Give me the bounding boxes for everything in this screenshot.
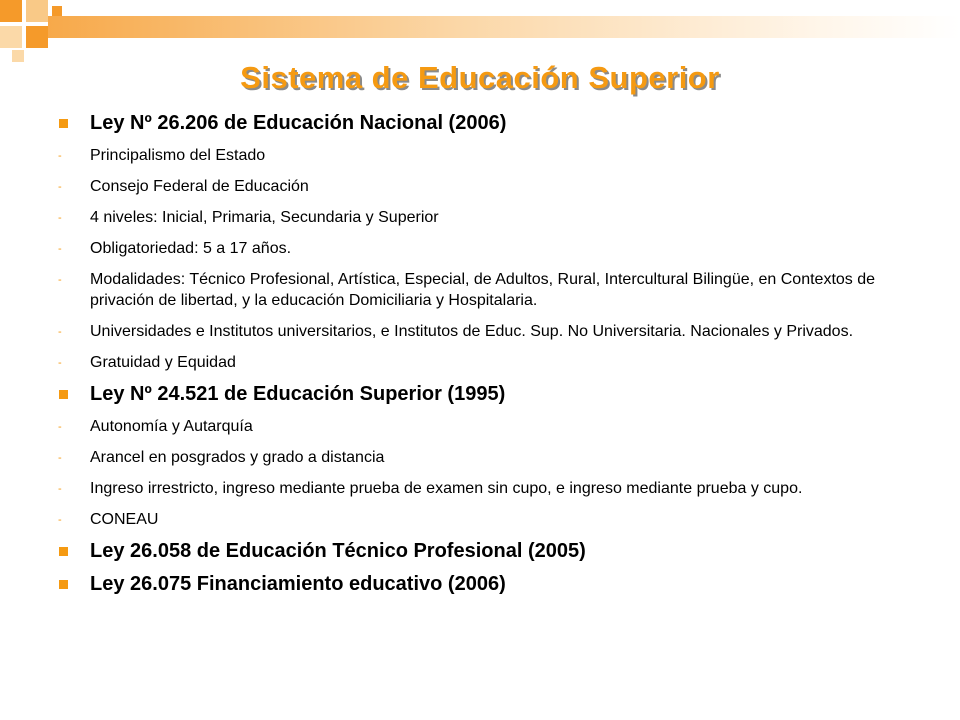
bullet-text: Ley 26.058 de Educación Técnico Profesional (2005) <box>90 540 586 562</box>
main-bullet-item <box>58 573 918 596</box>
sub-bullet-item <box>58 352 918 373</box>
dash-bullet-icon: - <box>58 452 62 464</box>
dash-bullet-icon: - <box>58 514 62 526</box>
dash-bullet-icon: - <box>58 421 62 433</box>
dash-bullet-icon: - <box>58 274 62 286</box>
sub-bullet-item <box>58 145 918 166</box>
square-bullet-icon <box>59 580 68 589</box>
bullet-text: Universidades e Institutos universitarios, e Institutos de Educ. Sup. No Universitaria. Nacionales y Privados. <box>90 323 854 340</box>
dash-bullet-icon: - <box>58 326 62 338</box>
decorative-square <box>0 26 22 48</box>
decorative-square <box>52 6 62 16</box>
decorative-square <box>26 0 48 22</box>
bullet-text: Ingreso irrestricto, ingreso mediante prueba de examen sin cupo, e ingreso mediante prueba y cupo. <box>90 480 803 497</box>
slide-title: Sistema de Educación Superior <box>240 60 720 95</box>
dash-bullet-icon: - <box>58 212 62 224</box>
dash-bullet-icon: - <box>58 483 62 495</box>
bullet-list <box>58 112 918 606</box>
bullet-text: Principalismo del Estado <box>90 147 266 164</box>
bullet-text: Gratuidad y Equidad <box>90 354 236 371</box>
gradient-header-bar <box>48 16 960 38</box>
main-bullet-item <box>58 540 918 563</box>
bullet-text: Ley Nº 24.521 de Educación Superior (1995) <box>90 383 506 405</box>
sub-bullet-item <box>58 176 918 197</box>
decorative-square <box>26 26 48 48</box>
square-bullet-icon <box>59 547 68 556</box>
main-bullet-item <box>58 112 918 135</box>
bullet-text: Consejo Federal de Educación <box>90 178 309 195</box>
sub-bullet-item <box>58 321 918 342</box>
sub-bullet-item <box>58 207 918 228</box>
sub-bullet-item <box>58 416 918 437</box>
dash-bullet-icon: - <box>58 150 62 162</box>
dash-bullet-icon: - <box>58 243 62 255</box>
dash-bullet-icon: - <box>58 181 62 193</box>
bullet-text: 4 niveles: Inicial, Primaria, Secundaria y Superior <box>90 209 439 226</box>
dash-bullet-icon: - <box>58 357 62 369</box>
bullet-text: CONEAU <box>90 511 159 528</box>
bullet-text: Arancel en posgrados y grado a distancia <box>90 449 385 466</box>
square-bullet-icon <box>59 390 68 399</box>
bullet-text: Ley Nº 26.206 de Educación Nacional (2006) <box>90 112 507 134</box>
bullet-text: Autonomía y Autarquía <box>90 418 253 435</box>
bullet-text: Ley 26.075 Financiamiento educativo (2006) <box>90 573 506 595</box>
main-bullet-item <box>58 383 918 406</box>
sub-bullet-item <box>58 238 918 259</box>
decorative-square <box>0 0 22 22</box>
square-bullet-icon <box>59 119 68 128</box>
sub-bullet-item <box>58 478 918 499</box>
bullet-text: Obligatoriedad: 5 a 17 años. <box>90 240 292 257</box>
sub-bullet-item <box>58 447 918 468</box>
sub-bullet-item <box>58 509 918 530</box>
sub-bullet-item <box>58 269 918 311</box>
bullet-text: Modalidades: Técnico Profesional, Artística, Especial, de Adultos, Rural, Intercultural Bilingüe, en Contextos de privación de libertad, y la educación Domiciliaria y Hospitalaria. <box>90 271 876 309</box>
